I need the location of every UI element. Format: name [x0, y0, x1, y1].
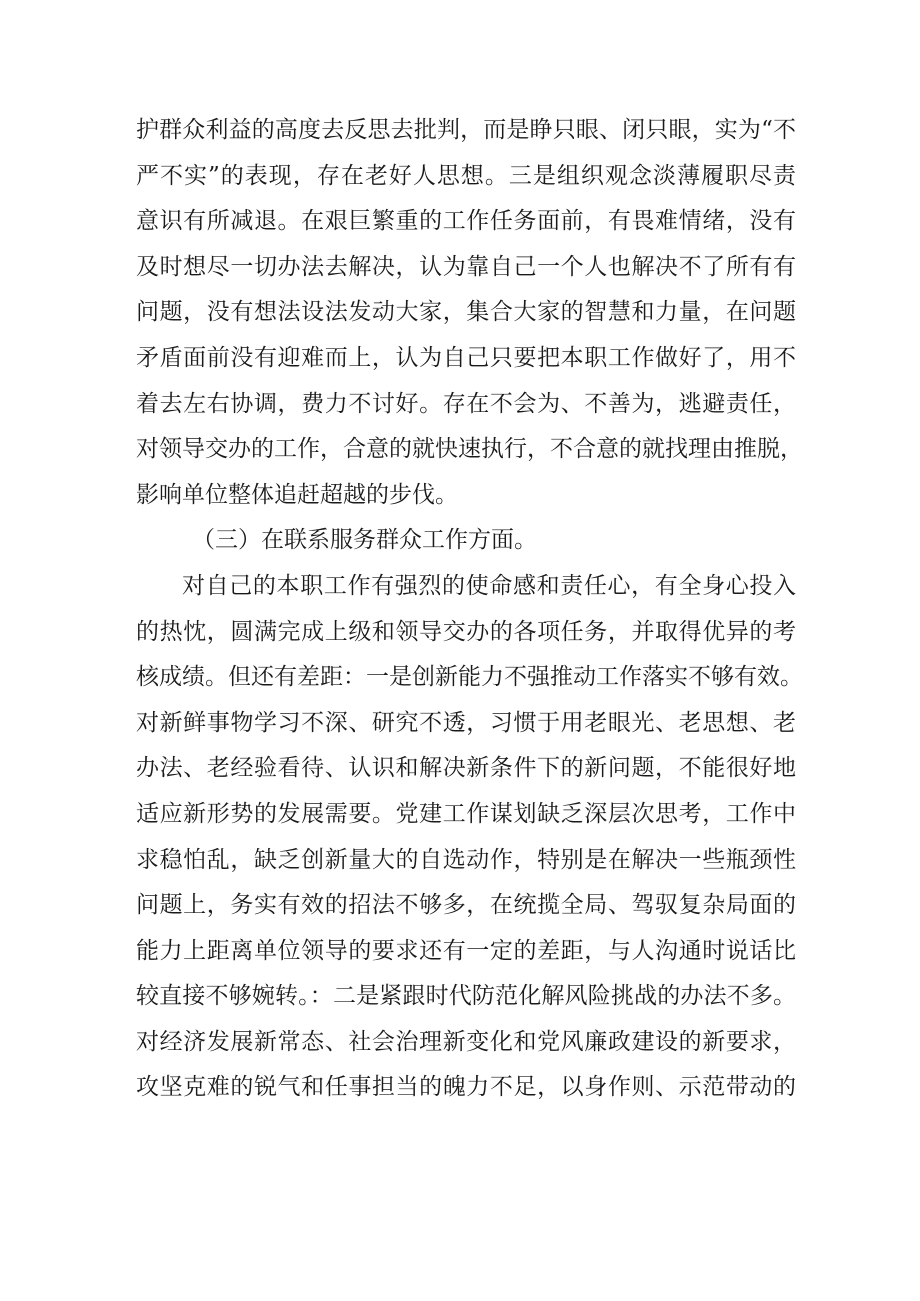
text-line: 攻坚克难的锐气和任事担当的魄力不足，以身作则、示范带动的	[136, 1074, 796, 1101]
text-line: 矛盾面前没有迎难而上，认为自己只要把本职工作做好了，用不	[136, 344, 796, 371]
text-line: 问题上，务实有效的招法不够多，在统揽全局、驾驭复杂局面的	[136, 892, 796, 919]
text-line: 核成绩。但还有差距：一是创新能力不强推动工作落实不够有效。	[136, 664, 803, 691]
text-line: 护群众利益的高度去反思去批判，而是睁只眼、闭只眼，实为“不	[136, 117, 796, 143]
paragraph-first-line: 对自己的本职工作有强烈的使命感和责任心，有全身心投入	[182, 572, 796, 599]
text-line: 适应新形势的发展需要。党建工作谋划缺乏深层次思考，工作中	[136, 800, 796, 827]
text-line: 对领导交办的工作，合意的就快速执行，不合意的就找理由推脱，	[136, 436, 803, 463]
text-line: 对经济发展新常态、社会治理新变化和党风廉政建设的新要求，	[136, 1028, 796, 1055]
paragraph-end-line: 影响单位整体追赶超越的步伐。	[136, 481, 458, 508]
text-line: 严不实”的表现，存在老好人思想。三是组织观念淡薄履职尽责	[136, 162, 796, 189]
text-line: 的热忱，圆满完成上级和领导交办的各项任务，并取得优异的考	[136, 618, 796, 645]
section-heading: （三）在联系服务群众工作方面。	[192, 527, 537, 554]
text-line: 较直接不够婉转。：二是紧跟时代防范化解风险挑战的办法不多。	[136, 983, 796, 1010]
text-line: 对新鲜事物学习不深、研究不透，习惯于用老眼光、老思想、老	[136, 709, 796, 736]
text-line: 求稳怕乱，缺乏创新量大的自选动作，特别是在解决一些瓶颈性	[136, 846, 796, 873]
text-line: 着去左右协调，费力不讨好。存在不会为、不善为，逃避责任，	[136, 390, 796, 417]
text-line: 办法、老经验看待、认识和解决新条件下的新问题，不能很好地	[136, 755, 796, 782]
body-text	[136, 108, 803, 1111]
text-line: 及时想尽一切办法去解决，认为靠自己一个人也解决不了所有有	[136, 253, 796, 280]
text-line: 问题，没有想法设法发动大家，集合大家的智慧和力量，在问题	[136, 299, 796, 326]
text-line: 意识有所减退。在艰巨繁重的工作任务面前，有畏难情绪，没有	[136, 208, 796, 235]
text-line: 能力上距离单位领导的要求还有一定的差距，与人沟通时说话比	[136, 937, 796, 964]
